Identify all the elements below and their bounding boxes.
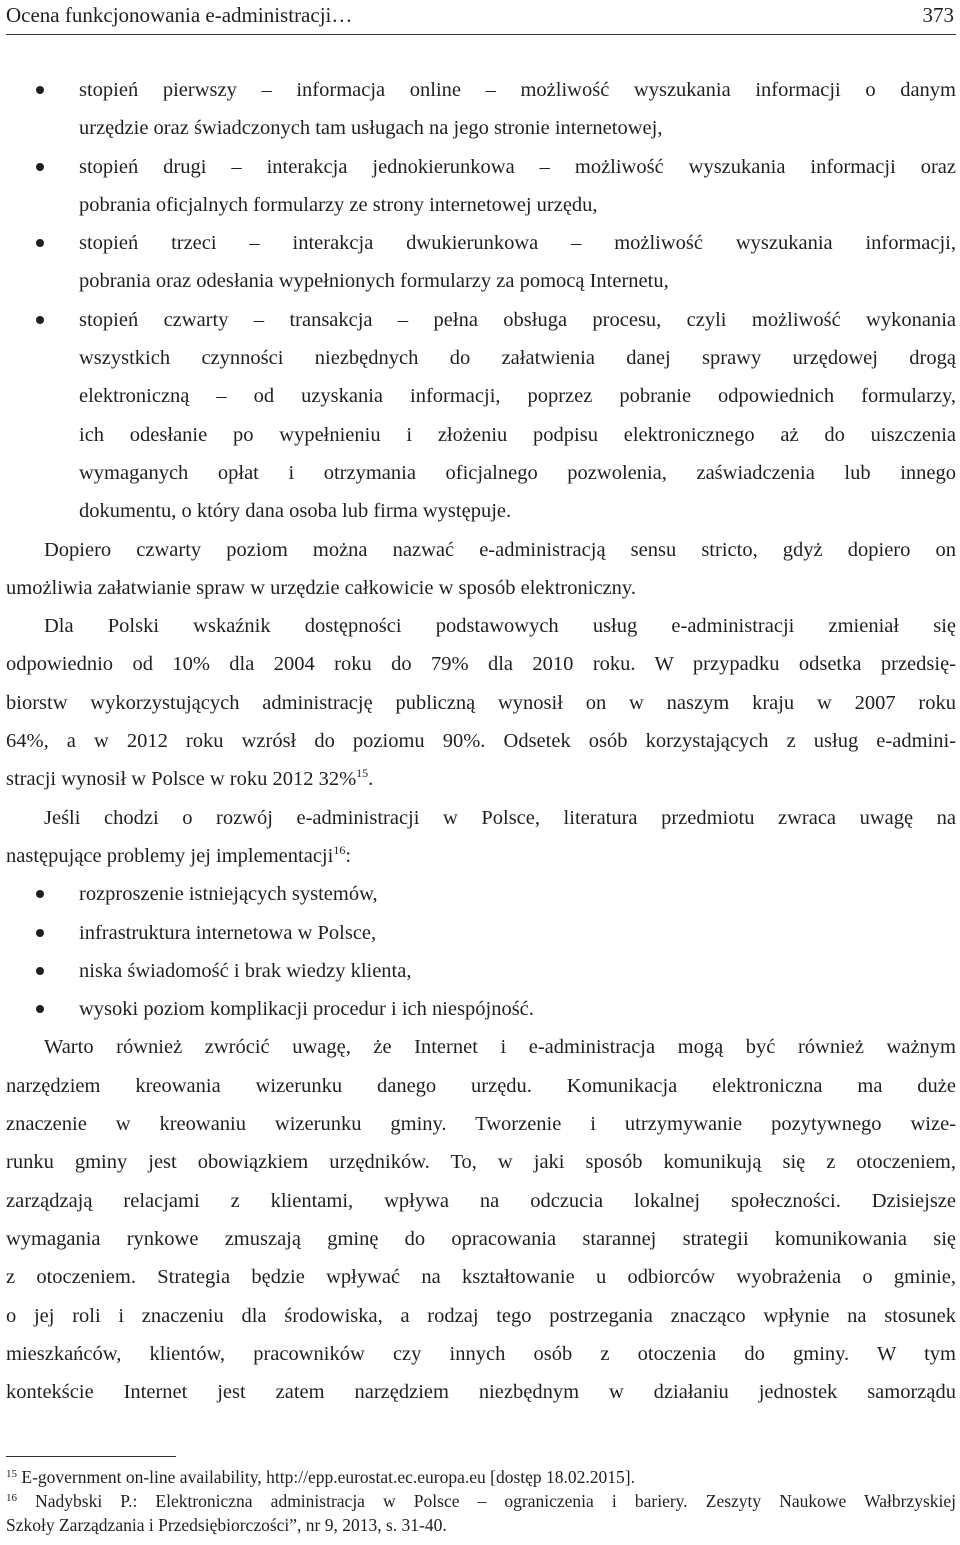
bullet-icon <box>36 1005 44 1013</box>
bullet-icon <box>36 929 44 937</box>
list-item-text: stopień drugi – interakcja jednokierunkowa – możliwość wyszukania informacji oraz <box>79 155 956 178</box>
footnote-ref[interactable]: 16 <box>333 842 346 857</box>
footnote-15: $^{15}$ E-government on-line availability, http://epp.eurostat.ec.europa.eu [dostęp 18.02.2015]. <box>6 1467 635 1487</box>
list-item: wysoki poziom komplikacji procedur i ich niespójność. <box>6 990 956 1028</box>
page-number: 373 <box>922 3 954 27</box>
list-item <box>6 301 956 531</box>
list-item-text: dokumentu, o który dana osoba lub firma występuje. <box>79 500 512 523</box>
list-item-text: urzędzie oraz świadczonych tam usługach na jego stronie internetowej, <box>79 117 663 140</box>
running-header <box>6 0 956 35</box>
list-item: niska świadomość i brak wiedzy klienta, <box>6 952 956 990</box>
bullet-icon <box>36 86 44 94</box>
footnote-ref[interactable]: 15 <box>356 766 369 781</box>
list-item-text: ich odesłanie po wypełnieniu i złożeniu podpisu elektronicznego aż do uiszczenia <box>79 423 956 446</box>
list-item <box>6 224 956 301</box>
list-item-text: stopień pierwszy – informacja online – możliwość wyszukania informacji o danym <box>79 79 956 101</box>
header-title: Ocena funkcjonowania e-administracji… <box>6 3 353 27</box>
paragraph: Jeśli chodzi o rozwój e-administracji w Polsce, literatura przedmiotu zwraca uwagę na następujące problemy jej implementacji$^{16}$: <box>6 806 956 867</box>
list-item-text: pobrania oficjalnych formularzy ze strony internetowej urzędu, <box>79 193 598 216</box>
footnote-separator <box>6 1456 176 1457</box>
list-item: infrastruktura internetowa w Polsce, <box>6 914 956 952</box>
list-item-text: stopień czwarty – transakcja – pełna obsługa procesu, czyli możliwość wykonania <box>79 308 956 331</box>
list-item <box>6 148 956 225</box>
bullet-icon <box>36 163 44 171</box>
paragraph: Dla Polski wskaźnik dostępności podstawowych usług e-administracji zmieniał się odpowiednio od 10% dla 2004 roku do 79% dla 2010 roku. W przypadku odsetka przedsię- biorstw wykorzystujących administrację publiczną wynosił on w naszym kraju w 2007 roku 64%, a w 2012 roku wzrósł do poziomu 90%. Odsetek osób korzystających z usług e-admini- stracji wynosił w Polsce w roku 2012 32%$^{15}$. <box>6 615 956 791</box>
bullet-icon <box>36 316 44 324</box>
list-item-text: wymaganych opłat i otrzymania oficjalnego pozwolenia, zaświadczenia lub innego <box>79 461 956 484</box>
bullet-icon <box>36 890 44 898</box>
list-item-text: wszystkich czynności niezbędnych do załatwienia danej sprawy urzędowej drogą <box>79 347 956 370</box>
footnote-16: $^{16}$ Nadybski P.: Elektroniczna administracja w Polsce – ograniczenia i bariery. Zeszyty Naukowe Wałbrzyskiej <box>6 1491 956 1511</box>
paragraph: Dopiero czwarty poziom można nazwać e-administracją sensu stricto, gdyż dopiero on umożliwia załatwianie spraw w urzędzie całkowicie w sposób elektroniczny. <box>6 538 956 599</box>
bullet-icon <box>36 239 44 247</box>
list-item <box>6 71 956 148</box>
body-text <box>6 71 956 1411</box>
list-item-text: stopień trzeci – interakcja dwukierunkowa – możliwość wyszukania informacji, <box>79 232 956 255</box>
footnotes <box>6 1456 956 1537</box>
list-item-text: pobrania oraz odesłania wypełnionych formularzy za pomocą Internetu, <box>79 270 669 293</box>
problems-list <box>6 875 956 1028</box>
paragraph: Warto również zwrócić uwagę, że Internet i e-administracja mogą być również ważnym narzędziem kreowania wizerunku danego urzędu. Komunikacja elektroniczna ma duże znaczenie w kreowaniu wizerunku gminy. Tworzenie i utrzymywanie pozytywnego wize- runku gminy jest obowiązkiem urzędników. To, w jaki sposób komunikują się z otoczeniem, zarządzają relacjami z klientami, wpływa na odczucia lokalnej społeczności. Dzisiejsze wymagania rynkowe zmuszają gminę do opracowania starannej strategii komunikowania się z otoczeniem. Strategia będzie wpływać na kształtowanie u odbiorców wyobrażenia o gminie, o jej roli i znaczeniu dla środowiska, a rodzaj tego postrzegania znacząco wpłynie na stosunek mieszkańców, klientów, pracowników czy innych osób z otoczenia do gminy. W tym kontekście Internet jest zatem narzędziem niezbędnym w działaniu jednostek samorządu <box>6 1036 956 1404</box>
footnote-16-continued: Szkoły Zarządzania i Przedsiębiorczości”, nr 9, 2013, s. 31-40. <box>6 1515 447 1535</box>
stages-list <box>6 71 956 531</box>
bullet-icon <box>36 967 44 975</box>
list-item: rozproszenie istniejących systemów, <box>6 875 956 913</box>
list-item-text: elektroniczną – od uzyskania informacji, poprzez pobranie odpowiednich formularzy, <box>79 385 956 408</box>
